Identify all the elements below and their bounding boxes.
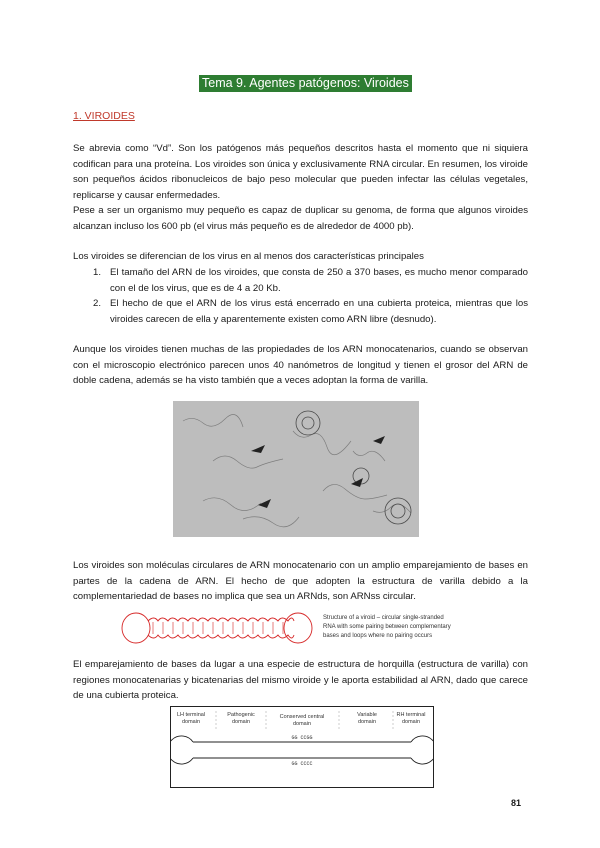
- viroid-rod-diagram: [118, 607, 478, 651]
- paragraph-circular-molecules: Los viroides son moléculas circulares de ARN monocatenario con un amplio emparejamiento de bases en partes de la cadena de ARN. El hecho de que adopten la estructura de varilla debido a la complementariedad de bases no implica que sea un ARNds, son ARNss circular.: [73, 560, 528, 602]
- domain-label: LH terminal: [176, 712, 206, 718]
- sequence-top: GG CCGG: [291, 735, 313, 741]
- list-number: 1.: [93, 267, 102, 278]
- domain-label: RH terminal: [396, 712, 426, 718]
- viroid-domains-diagram: [171, 707, 433, 787]
- sequence-bottom: GG CCCC: [291, 761, 313, 767]
- page-title: Tema 9. Agentes patógenos: Viroides: [199, 75, 412, 92]
- micrograph-image: [173, 401, 419, 537]
- list-text: El tamaño del ARN de los viroides, que consta de 250 a 370 bases, es mucho menor comparado con el de los virus, que es de 4 a 20 Kb.: [110, 267, 528, 294]
- domain-label: Variable: [357, 712, 377, 718]
- list-item: [93, 296, 528, 327]
- section-heading: 1. VIROIDES: [73, 110, 135, 122]
- list-item: [93, 265, 528, 296]
- page-number: 81: [511, 798, 522, 808]
- domain-label: Conserved central: [279, 714, 325, 720]
- paragraph-definition: Se abrevia como “Vd”. Son los patógenos más pequeños descritos hasta el momento que ni siquiera codifican para una proteína. Los viroides son única y exclusivamente RNA circular. En resumen, los viroide son pequeños ácidos ribonucleicos de bajo peso molecular que pueden infectar las células vegetales, replicarse y causar enfermedades.: [73, 143, 528, 201]
- domain-label: domain: [181, 719, 201, 725]
- viroid-structure-figure: [118, 607, 478, 651]
- domain-label: domain: [357, 719, 377, 725]
- paragraph-hairpin: El emparejamiento de bases da lugar a una especie de estructura de horquilla (estructura de varilla) con regiones monocatenarias y bicatenarias del mismo viroide y le aporta estabilidad al ARN, dado que carece de una cubierta proteica.: [73, 659, 528, 701]
- paragraph-genome-size: Pese a ser un organismo muy pequeño es capaz de duplicar su genoma, de forma que algunos viroides alcanzan incluso los 600 pb (el virus más pequeño es de alrededor de 4000 pb).: [73, 205, 528, 232]
- viroid-caption-line: bases and loops where no pairing occurs: [323, 633, 433, 639]
- list-text: El hecho de que el ARN de los virus está encerrado en una cubierta proteica, mientras que los viroides carecen de ella y aparentemente existen como ARN libre (desnudo).: [110, 298, 528, 325]
- electron-micrograph: [173, 401, 419, 537]
- domain-label: domain: [231, 719, 251, 725]
- list-number: 2.: [93, 298, 102, 309]
- viroid-domains-figure: [170, 706, 434, 788]
- domain-label: domain: [401, 719, 421, 725]
- viroid-caption-line: RNA with some pairing between complementary: [323, 624, 451, 630]
- paragraph-electron-microscope: Aunque los viroides tienen muchas de las propiedades de los ARN monocatenarios, cuando se observan con el microscopio electrónico parecen unos 40 nanómetros de longitud y tienen el grosor del ARN de doble cadena, además se ha visto también que a veces adoptan la forma de varilla.: [73, 344, 528, 386]
- viroid-caption-line: Structure of a viroid – circular single-stranded: [323, 615, 444, 621]
- domain-label: domain: [292, 721, 312, 727]
- domain-label: Pathogenic: [227, 712, 255, 718]
- paragraph-differences-intro: Los viroides se diferencian de los virus en al menos dos características principales: [73, 251, 424, 262]
